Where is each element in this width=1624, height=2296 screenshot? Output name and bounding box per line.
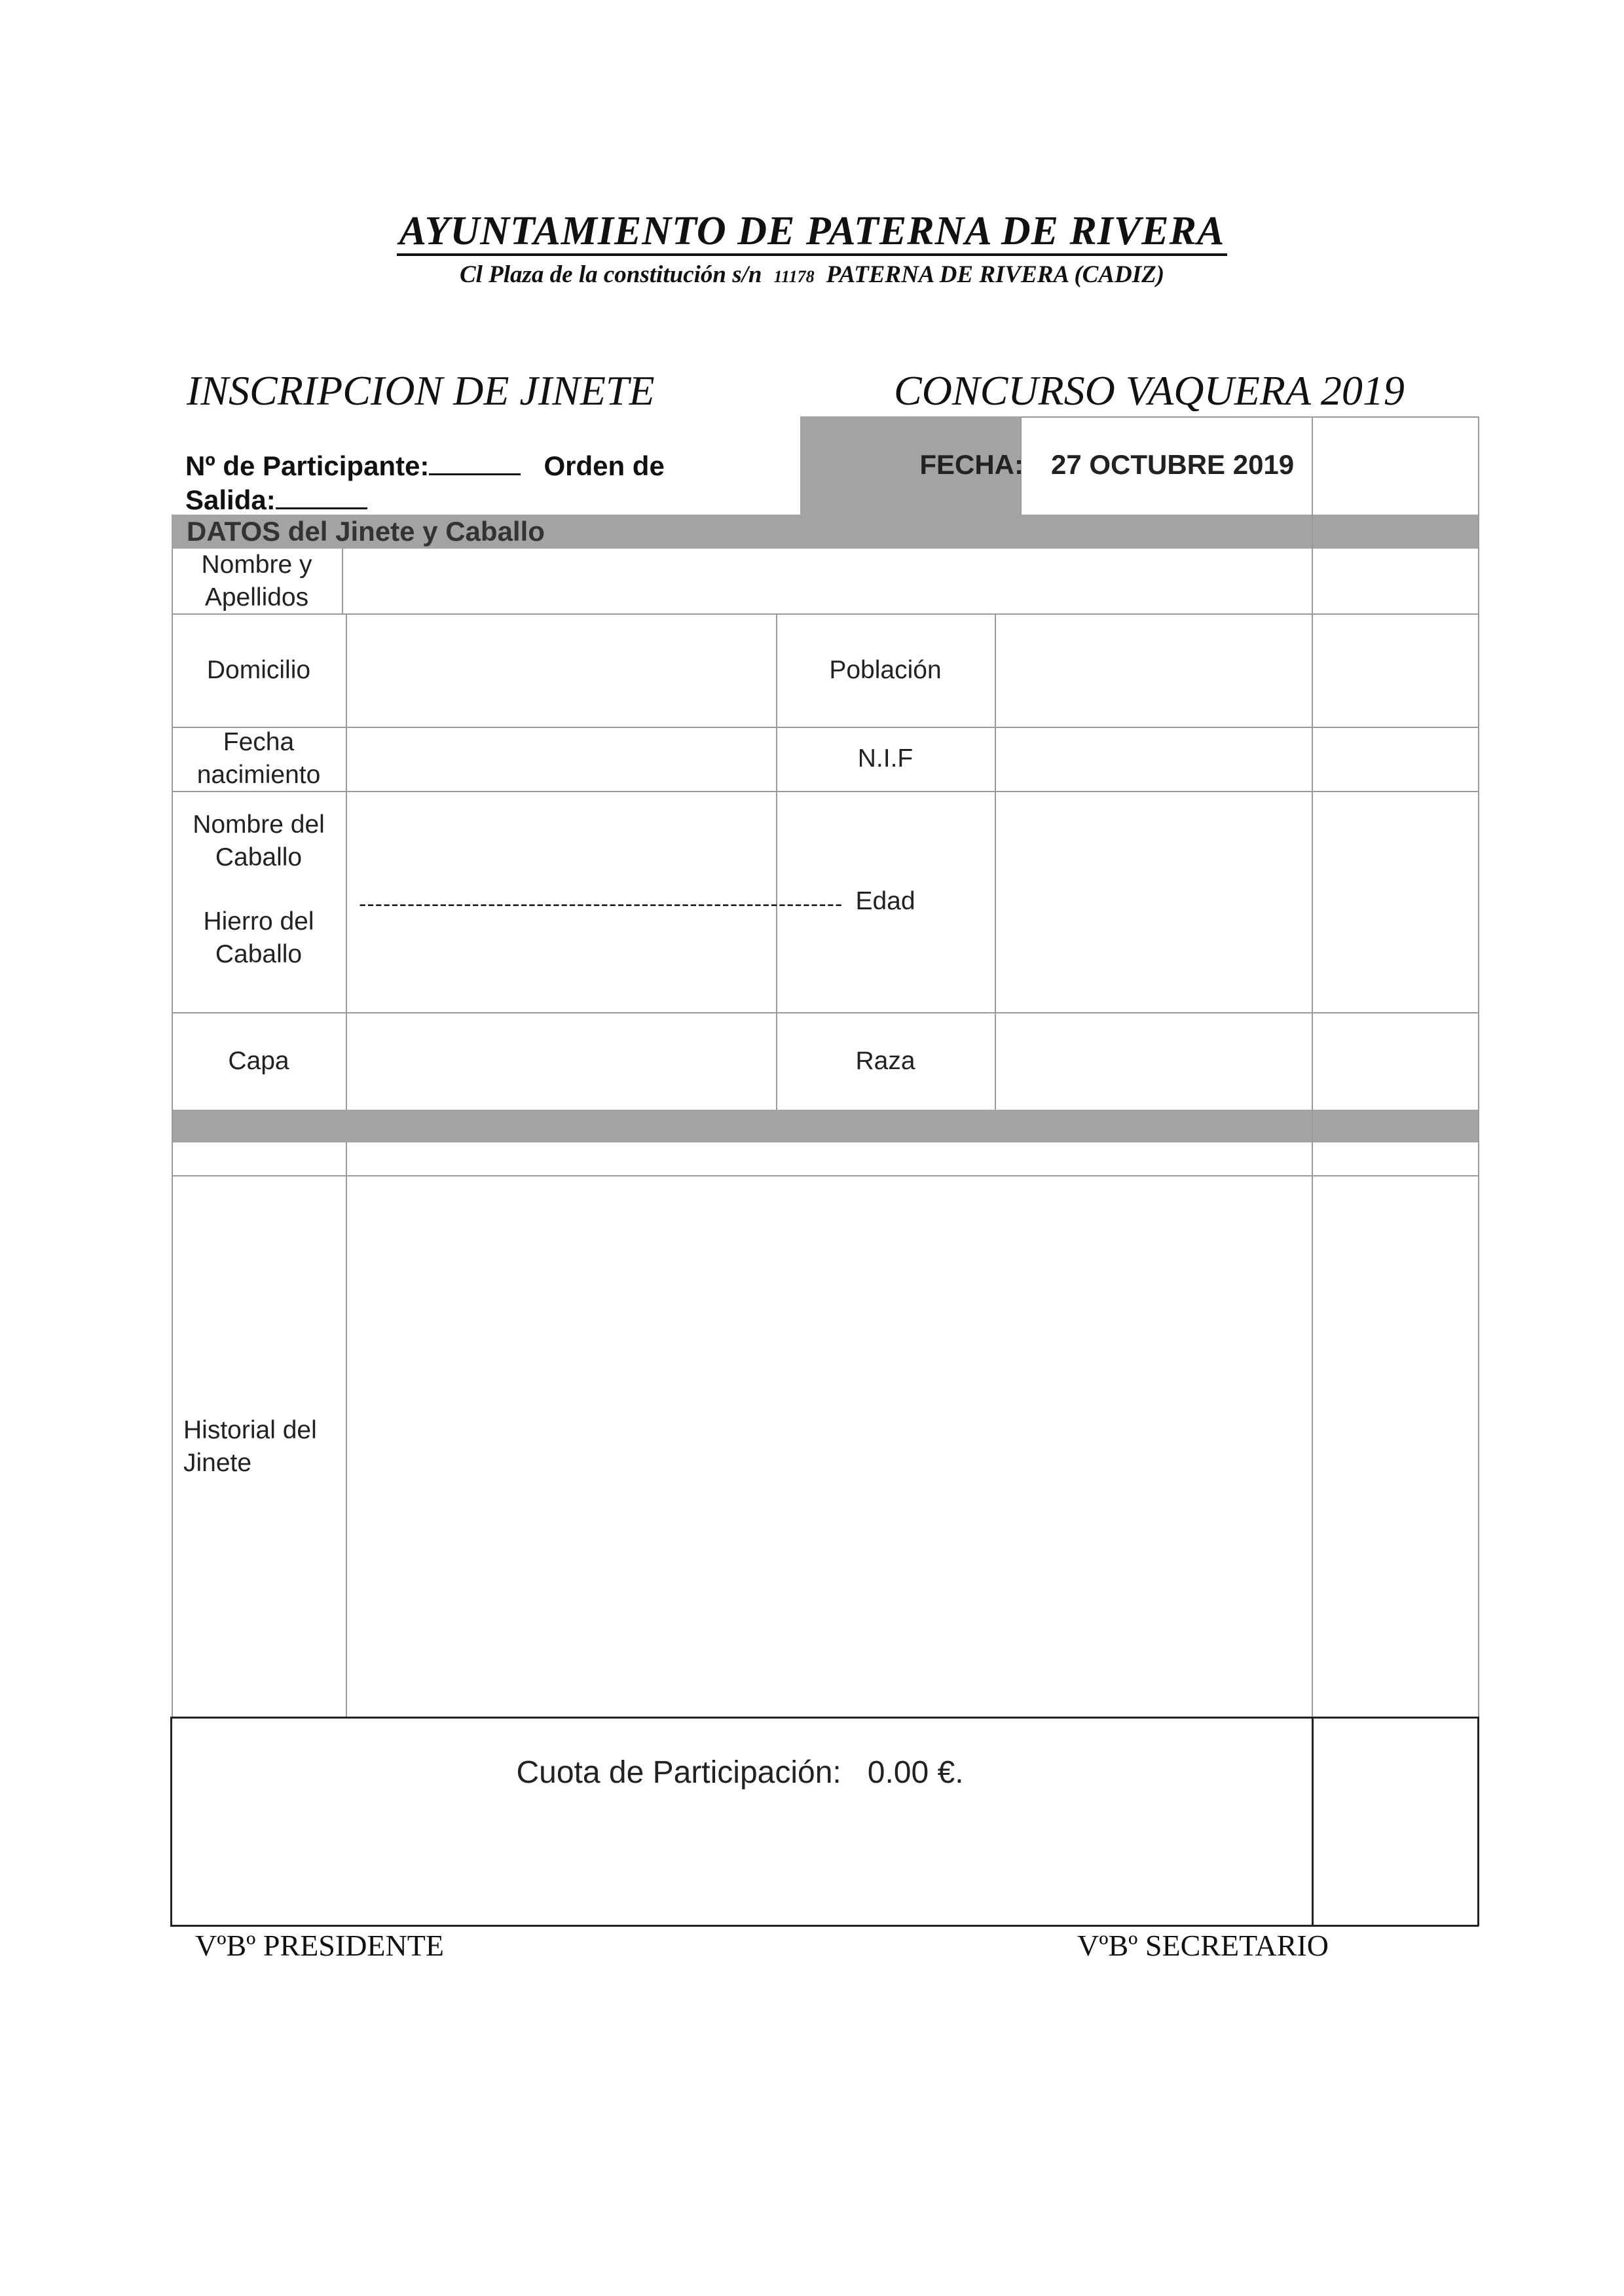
breed-input-cell[interactable] bbox=[996, 1012, 1312, 1110]
address-zip: 11178 bbox=[773, 267, 815, 286]
name-label bbox=[172, 549, 342, 613]
horse-dashed-separator: ------------------------------------------------------------ bbox=[359, 892, 843, 917]
exit-order-blank[interactable] bbox=[276, 485, 367, 509]
horse-name-label-line2: Caballo bbox=[215, 843, 303, 871]
contest-title: CONCURSO VAQUERA 2019 bbox=[894, 367, 1405, 414]
secretary-signature-label: VºBº SECRETARIO bbox=[1077, 1929, 1329, 1962]
coat-input-cell[interactable] bbox=[347, 1012, 776, 1110]
date-value: 27 OCTUBRE 2019 bbox=[1051, 449, 1295, 480]
horse-name-label bbox=[172, 805, 346, 877]
participant-order-line bbox=[185, 449, 709, 517]
president-signature-label: VºBº PRESIDENTE bbox=[195, 1929, 444, 1962]
participant-number-blank[interactable] bbox=[429, 451, 521, 475]
birthdate-label bbox=[172, 727, 346, 791]
fee-amount: 0.00 €. bbox=[867, 1755, 964, 1790]
address-input-cell[interactable] bbox=[347, 613, 776, 727]
name-input-cell[interactable] bbox=[343, 549, 1312, 613]
age-input-cell[interactable] bbox=[996, 791, 1312, 1012]
date-label: FECHA: bbox=[919, 449, 1024, 480]
birthdate-label-line1: Fecha bbox=[223, 728, 295, 756]
nif-label: N.I.F bbox=[857, 744, 913, 773]
birthdate-label-line2: nacimiento bbox=[196, 761, 321, 789]
town-input-cell[interactable] bbox=[996, 613, 1312, 727]
organization-title-text: AYUNTAMIENTO DE PATERNA DE RIVERA bbox=[397, 209, 1228, 256]
horse-input-cell[interactable] bbox=[347, 791, 776, 889]
form-title: INSCRIPCION DE JINETE bbox=[187, 367, 655, 414]
section-title: DATOS del Jinete y Caballo bbox=[187, 516, 545, 547]
breed-label: Raza bbox=[855, 1046, 915, 1075]
address-street: Cl Plaza de la constitución s/n bbox=[459, 261, 762, 288]
participation-fee bbox=[0, 1755, 1310, 1791]
horse-brand-label bbox=[172, 902, 346, 974]
organization-title bbox=[0, 208, 1624, 255]
organization-address bbox=[0, 261, 1624, 289]
name-label-line2: Apellidos bbox=[204, 583, 309, 611]
horse-brand-label-line2: Caballo bbox=[215, 940, 303, 968]
birthdate-input-cell[interactable] bbox=[347, 727, 776, 791]
nif-input-cell[interactable] bbox=[996, 727, 1312, 791]
history-label bbox=[183, 1414, 317, 1480]
history-label-line1: Historial del bbox=[183, 1416, 317, 1444]
participant-label: Nº de Participante: bbox=[185, 450, 430, 481]
address-label: Domicilio bbox=[206, 655, 311, 684]
coat-label: Capa bbox=[228, 1046, 289, 1075]
separator-bar bbox=[172, 1110, 1478, 1142]
history-label-line2: Jinete bbox=[183, 1449, 252, 1477]
address-city: PATERNA DE RIVERA (CADIZ) bbox=[826, 261, 1165, 288]
age-label: Edad bbox=[855, 887, 915, 915]
town-label: Población bbox=[829, 655, 942, 684]
order-label: Orden de bbox=[544, 450, 665, 481]
history-input-cell[interactable] bbox=[347, 1176, 1312, 1717]
horse-brand-label-line1: Hierro del bbox=[203, 907, 314, 936]
name-label-line1: Nombre y bbox=[201, 550, 312, 579]
fee-label: Cuota de Participación: bbox=[516, 1755, 841, 1790]
horse-name-label-line1: Nombre del bbox=[193, 811, 325, 839]
exit-label: Salida: bbox=[185, 484, 276, 515]
